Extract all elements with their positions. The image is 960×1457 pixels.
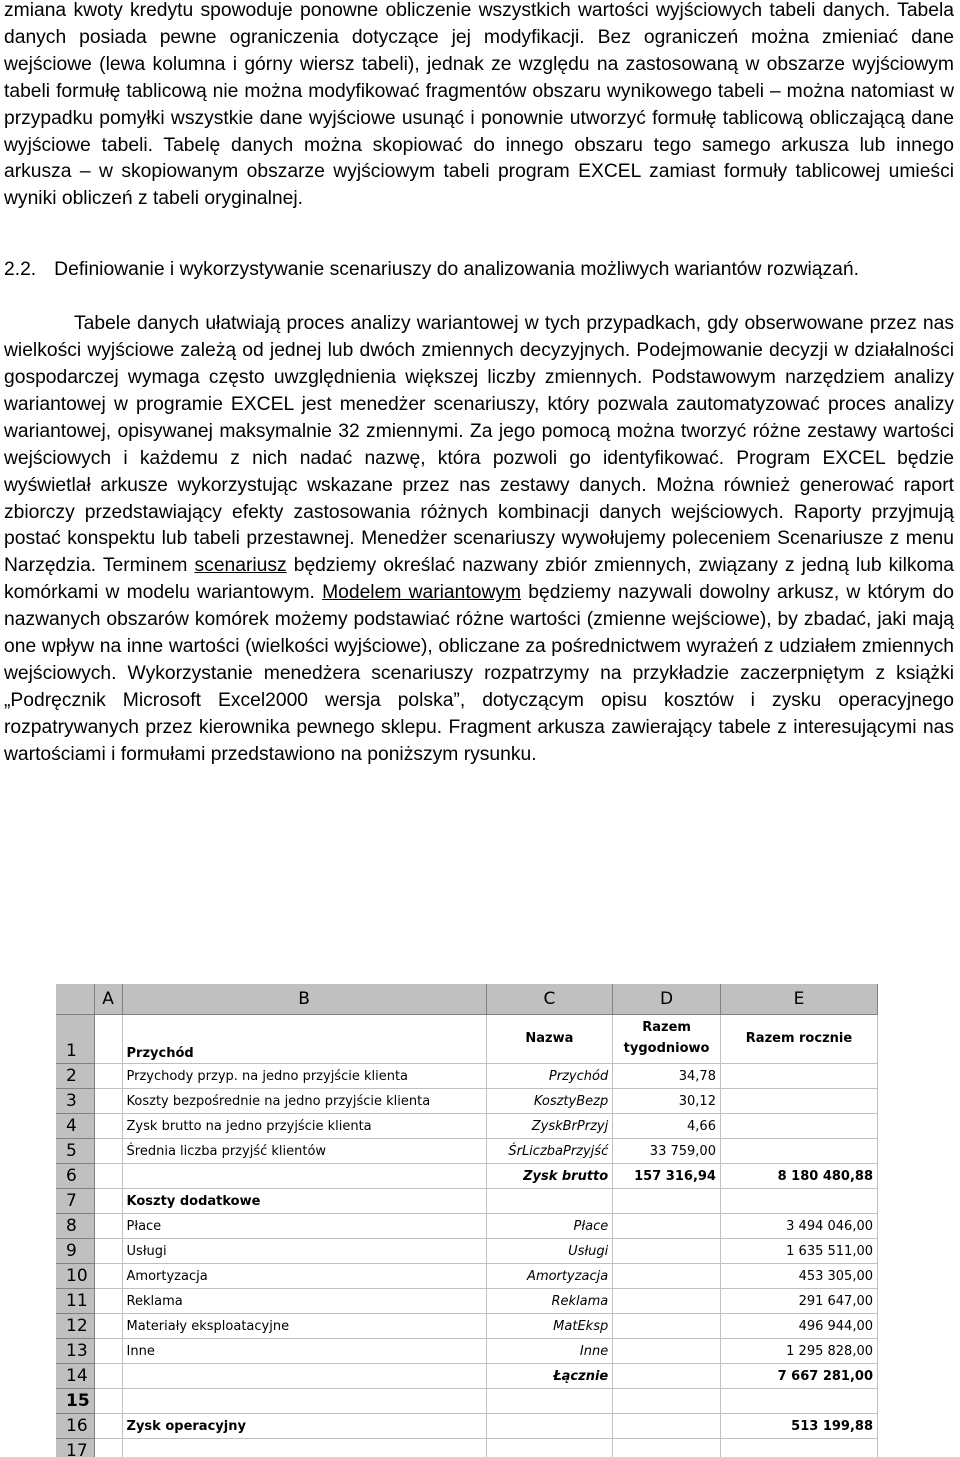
- cell-b[interactable]: Zysk operacyjny: [122, 1414, 486, 1439]
- cell-a[interactable]: [94, 1015, 122, 1064]
- cell-c[interactable]: ZyskBrPrzyj: [486, 1114, 613, 1139]
- cell-d[interactable]: 34,78: [613, 1064, 721, 1089]
- cell-a[interactable]: [94, 1339, 122, 1364]
- term-model-wariantowy: Modelem wariantowym: [322, 582, 522, 604]
- cell-b[interactable]: [122, 1389, 486, 1414]
- paragraph-2-part1: Tabele danych ułatwiają proces analizy wariantowej w tych przypadkach, gdy obserwowane przez nas wielkości wyjściowe zależą od jednej lub dwóch zmiennych decyzyjnych. Podejmowanie decyzji w działalności gospodarczej wymaga często uwzględnienia większej liczby zmiennych. Podstawowym narzędziem analizy wariantowej w programie EXCEL jest menedżer scenariuszy, który pozwala zautomatyzować proces analizy wariantowej, opisywanej maksymalnie 32 zmiennymi. Za jego pomocą można tworzyć różne zestawy wartości wejściowych i każdemu z nich nadać nazwę, która pozwoli go identyfikować. Program EXCEL będzie wyświetlał arkusze wykorzystując wskazane przez nas zestawy danych. Można również generować raport zbiorczy przedstawiający efekty zastosowania różnych kombinacji danych wejściowych. Raporty przyjmują postać konspektu lub tabeli przestawnej. Menedżer scenariuszy wywołujemy poleceniem Scenariusze z menu Narzędzia. Terminem: [4, 313, 954, 577]
- cell-e[interactable]: [720, 1064, 877, 1089]
- table-row: [56, 1089, 878, 1114]
- cell-e[interactable]: 513 199,88: [720, 1414, 877, 1439]
- table-row: [56, 1214, 878, 1239]
- spreadsheet-body: [56, 1064, 878, 1457]
- cell-e[interactable]: [720, 1139, 877, 1164]
- cell-d[interactable]: 157 316,94: [613, 1164, 721, 1189]
- cell-c[interactable]: Przychód: [486, 1064, 613, 1089]
- cell-c[interactable]: Zysk brutto: [486, 1164, 613, 1189]
- row-header[interactable]: 1: [56, 1015, 94, 1064]
- spreadsheet-figure: [56, 984, 878, 1457]
- column-header-b[interactable]: B: [122, 984, 486, 1015]
- cell-b[interactable]: Płace: [122, 1214, 486, 1239]
- row-header[interactable]: 2: [56, 1064, 94, 1089]
- cell-d[interactable]: [613, 1389, 721, 1414]
- cell-c[interactable]: KosztyBezp: [486, 1089, 613, 1114]
- paragraph-2-part2: będziemy określać nazwany zbiór zmiennych, związany z jedną lub kilkoma komórkami w modelu wariantowym.: [4, 555, 954, 604]
- cell-a[interactable]: [94, 1389, 122, 1414]
- cell-e[interactable]: [720, 1089, 877, 1114]
- cell-b[interactable]: Przychód: [122, 1015, 486, 1064]
- cell-b[interactable]: Koszty dodatkowe: [122, 1189, 486, 1214]
- table-row: [56, 1414, 878, 1439]
- cell-a[interactable]: [94, 1314, 122, 1339]
- cell-a[interactable]: [94, 1364, 122, 1389]
- cell-e[interactable]: 7 667 281,00: [720, 1364, 877, 1389]
- row-header[interactable]: 9: [56, 1239, 94, 1264]
- cell-d[interactable]: [613, 1239, 721, 1264]
- cell-b[interactable]: Amortyzacja: [122, 1264, 486, 1289]
- table-row: [56, 1164, 878, 1189]
- cell-b[interactable]: Reklama: [122, 1289, 486, 1314]
- table-row: [56, 1264, 878, 1289]
- cell-a[interactable]: [94, 1164, 122, 1189]
- cell-b[interactable]: Średnia liczba przyjść klientów: [122, 1139, 486, 1164]
- corner-cell[interactable]: [56, 984, 94, 1015]
- row-header[interactable]: 6: [56, 1164, 94, 1189]
- cell-b[interactable]: Przychody przyp. na jedno przyjście klienta: [122, 1064, 486, 1089]
- cell-d[interactable]: [613, 1364, 721, 1389]
- cell-d[interactable]: [613, 1189, 721, 1214]
- cell-a[interactable]: [94, 1414, 122, 1439]
- cell-e[interactable]: 1 635 511,00: [720, 1239, 877, 1264]
- section-number: 2.2.: [4, 259, 37, 281]
- cell-b[interactable]: Materiały eksploatacyjne: [122, 1314, 486, 1339]
- column-header-c[interactable]: C: [486, 984, 613, 1015]
- cell-c[interactable]: Usługi: [486, 1239, 613, 1264]
- cell-d[interactable]: 4,66: [613, 1114, 721, 1139]
- table-row: [56, 1389, 878, 1414]
- table-row: [56, 1439, 878, 1457]
- table-row: [56, 1139, 878, 1164]
- section-heading: [4, 257, 954, 284]
- column-header-d[interactable]: D: [613, 984, 721, 1015]
- cell-c[interactable]: Nazwa: [486, 1015, 613, 1064]
- row-header[interactable]: 15: [56, 1389, 94, 1414]
- table-row: [56, 1339, 878, 1364]
- cell-e[interactable]: 496 944,00: [720, 1314, 877, 1339]
- cell-d[interactable]: [613, 1314, 721, 1339]
- cell-d[interactable]: [613, 1289, 721, 1314]
- cell-b[interactable]: Inne: [122, 1339, 486, 1364]
- cell-b[interactable]: [122, 1439, 486, 1457]
- term-scenariusz: scenariusz: [194, 555, 287, 577]
- cell-a[interactable]: [94, 1189, 122, 1214]
- cell-e[interactable]: [720, 1389, 877, 1414]
- cell-d[interactable]: [613, 1264, 721, 1289]
- table-row: [56, 1314, 878, 1339]
- cell-b[interactable]: Usługi: [122, 1239, 486, 1264]
- cell-e[interactable]: [720, 1114, 877, 1139]
- row-header[interactable]: 12: [56, 1314, 94, 1339]
- document-page: [4, 0, 954, 769]
- column-header-e[interactable]: E: [720, 984, 877, 1015]
- table-row: [56, 1239, 878, 1264]
- column-header-a[interactable]: A: [94, 984, 122, 1015]
- cell-a[interactable]: [94, 1114, 122, 1139]
- cell-c[interactable]: Amortyzacja: [486, 1264, 613, 1289]
- cell-c[interactable]: [486, 1414, 613, 1439]
- cell-e[interactable]: [720, 1189, 877, 1214]
- cell-b[interactable]: Koszty bezpośrednie na jedno przyjście klienta: [122, 1089, 486, 1114]
- cell-a[interactable]: [94, 1089, 122, 1114]
- cell-e[interactable]: 8 180 480,88: [720, 1164, 877, 1189]
- spreadsheet-table: [56, 984, 878, 1457]
- row-header[interactable]: 11: [56, 1289, 94, 1314]
- cell-b[interactable]: Zysk brutto na jedno przyjście klienta: [122, 1114, 486, 1139]
- cell-c[interactable]: [486, 1439, 613, 1457]
- cell-e[interactable]: Razem rocznie: [720, 1015, 877, 1064]
- cell-d[interactable]: [613, 1339, 721, 1364]
- cell-c[interactable]: Inne: [486, 1339, 613, 1364]
- cell-c[interactable]: [486, 1189, 613, 1214]
- cell-a[interactable]: [94, 1289, 122, 1314]
- cell-a[interactable]: [94, 1439, 122, 1457]
- row-header[interactable]: 14: [56, 1364, 94, 1389]
- cell-a[interactable]: [94, 1064, 122, 1089]
- row-header[interactable]: 10: [56, 1264, 94, 1289]
- cell-c[interactable]: [486, 1389, 613, 1414]
- cell-a[interactable]: [94, 1214, 122, 1239]
- cell-d[interactable]: Razem tygodniowo: [613, 1015, 721, 1064]
- cell-d[interactable]: 33 759,00: [613, 1139, 721, 1164]
- cell-c[interactable]: Płace: [486, 1214, 613, 1239]
- cell-e[interactable]: 291 647,00: [720, 1289, 877, 1314]
- cell-c[interactable]: ŚrLiczbaPrzyjść: [486, 1139, 613, 1164]
- section-title: Definiowanie i wykorzystywanie scenariuszy do analizowania możliwych wariantów rozwiązań.: [54, 259, 859, 281]
- column-header-row: [56, 984, 878, 1015]
- cell-d[interactable]: [613, 1214, 721, 1239]
- table-row: [56, 1189, 878, 1214]
- cell-d[interactable]: [613, 1414, 721, 1439]
- row-header[interactable]: 17: [56, 1439, 94, 1457]
- cell-e[interactable]: 453 305,00: [720, 1264, 877, 1289]
- table-row: [56, 1114, 878, 1139]
- cell-c[interactable]: Reklama: [486, 1289, 613, 1314]
- row-header[interactable]: 7: [56, 1189, 94, 1214]
- paragraph-1: zmiana kwoty kredytu spowoduje ponowne obliczenie wszystkich wartości wyjściowych tabeli danych. Tabela danych posiada pewne ograniczenia dotyczące jej modyfikacji. Bez ograniczeń można zmieniać dane wejściowe (lewa kolumna i górny wiersz tabeli), jednak ze względu na zastosowaną w obszarze wyjściowym tabeli formułę tablicową nie można modyfikować fragmentów obszaru wynikowego tabeli – można natomiast w przypadku pomyłki wszystkie dane wyjściowe usunąć i ponownie utworzyć formułę tablicową obliczającą dane wyjściowe tabeli. Tabelę danych można skopiować do innego obszaru tego samego arkusza lub innego arkusza – w skopiowanym obszarze wyjściowym tabeli program EXCEL zamiast formuły tablicowej umieści wyniki obliczeń z tabeli oryginalnej.: [4, 0, 954, 210]
- paragraph-2: [4, 311, 954, 768]
- table-row: [56, 1064, 878, 1089]
- cell-b[interactable]: [122, 1164, 486, 1189]
- cell-a[interactable]: [94, 1239, 122, 1264]
- cell-e[interactable]: 1 295 828,00: [720, 1339, 877, 1364]
- cell-e[interactable]: 3 494 046,00: [720, 1214, 877, 1239]
- row-header[interactable]: 13: [56, 1339, 94, 1364]
- row-header[interactable]: 5: [56, 1139, 94, 1164]
- row-header[interactable]: 3: [56, 1089, 94, 1114]
- cell-c[interactable]: MatEksp: [486, 1314, 613, 1339]
- cell-d[interactable]: 30,12: [613, 1089, 721, 1114]
- cell-e[interactable]: [720, 1439, 877, 1457]
- table-row: [56, 1015, 878, 1064]
- table-row: [56, 1364, 878, 1389]
- paragraph-2-part3: będziemy nazywali dowolny arkusz, w którym do nazwanych obszarów komórek możemy podstawiać różne wartości (zmienne wejściowe), by zbadać, jaki mają one wpływ na inne wartości (wielkości wyjściowe), obliczane za pośrednictwem wyrażeń z udziałem zmiennych wejściowych. Wykorzystanie menedżera scenariuszy rozpatrzymy na przykładzie zaczerpniętym z książki „Podręcznik Microsoft Excel2000 wersja polska”, dotyczącym opisu kosztów i zysku operacyjnego rozpatrywanych przez kierownika pewnego sklepu. Fragment arkusza zawierający tabele z interesującymi nas wartościami i formułami przedstawiono na poniższym rysunku.: [4, 582, 954, 765]
- cell-a[interactable]: [94, 1264, 122, 1289]
- row-header[interactable]: 8: [56, 1214, 94, 1239]
- table-row: [56, 1289, 878, 1314]
- cell-a[interactable]: [94, 1139, 122, 1164]
- cell-b[interactable]: [122, 1364, 486, 1389]
- row-header[interactable]: 16: [56, 1414, 94, 1439]
- cell-c[interactable]: Łącznie: [486, 1364, 613, 1389]
- row-header[interactable]: 4: [56, 1114, 94, 1139]
- cell-d[interactable]: [613, 1439, 721, 1457]
